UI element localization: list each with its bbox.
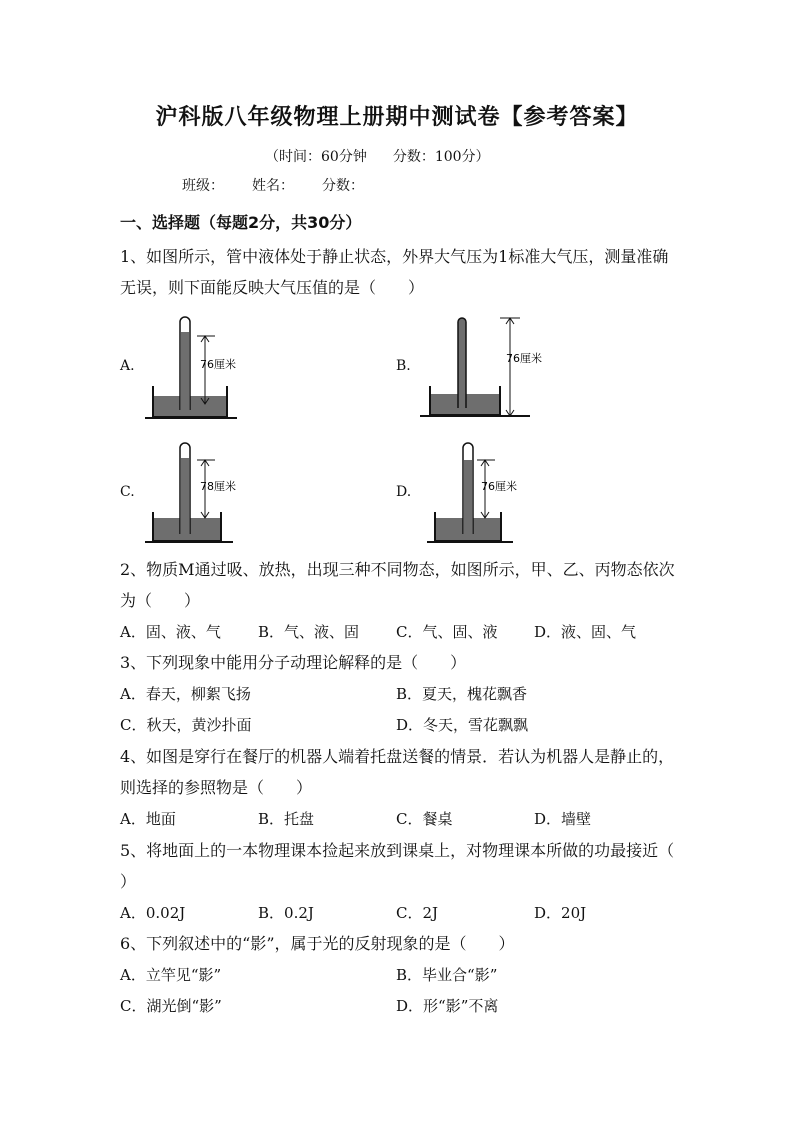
q3-option-d: D．冬天，雪花飘飘: [396, 716, 529, 734]
q4-option-b: B．托盘: [258, 810, 315, 828]
q5-option-a: A．0.02J: [120, 904, 186, 922]
q4-stem-line1: 4、如图是穿行在餐厅的机器人端着托盘送餐的情景．若认为机器人是静止的，: [120, 747, 675, 766]
q3-option-a: A．春天，柳絮飞扬: [120, 685, 251, 703]
tube-column: [181, 458, 189, 534]
total-score: 分数：100分）: [392, 149, 490, 165]
q2-stem-line2: 为（ ）: [120, 591, 201, 610]
q6-option-d: D．形“影”不离: [396, 997, 499, 1015]
q1-stem-line2: 无误，则下面能反映大气压值的是（ ）: [120, 278, 425, 297]
time-limit: （时间：60分钟: [265, 149, 367, 165]
q1-fig-d-label: D.: [396, 484, 412, 500]
q1-fig-c-label: C.: [120, 484, 135, 500]
score-field: 分数：: [322, 178, 364, 194]
q1-fig-c: [145, 438, 240, 548]
q2-option-d: D．液、固、气: [534, 623, 637, 641]
height-label: 76厘米: [200, 358, 236, 371]
q4-stem-line2: 则选择的参照物是（ ）: [120, 778, 313, 797]
q6-option-a: A．立竿见“影”: [120, 966, 222, 984]
q5-option-d: D．20J: [534, 904, 587, 922]
tube-column: [464, 460, 472, 534]
height-label: 76厘米: [481, 480, 517, 493]
name-field: 姓名：: [252, 178, 294, 194]
student-info: [182, 175, 392, 195]
q1-fig-a-label: A.: [120, 358, 135, 374]
q5-option-c: C．2J: [396, 904, 439, 922]
height-label: 78厘米: [200, 480, 236, 493]
tube-column: [181, 332, 189, 410]
q1-fig-b-label: B.: [396, 358, 411, 374]
q2-option-a: A．固、液、气: [120, 623, 221, 641]
q6-option-c: C．湖光倒“影”: [120, 997, 222, 1015]
q6-option-b: B．毕业合“影”: [396, 966, 498, 984]
q5-option-b: B．0.2J: [258, 904, 314, 922]
q2-option-b: B．气、液、固: [258, 623, 360, 641]
q3-option-b: B．夏天，槐花飘香: [396, 685, 528, 703]
q4-option-a: A．地面: [120, 810, 176, 828]
q1-fig-b: [420, 312, 540, 422]
q1-stem-line1: 1、如图所示，管中液体处于静止状态，外界大气压为1标准大气压，测量准确: [120, 247, 669, 266]
q4-option-c: C．餐桌: [396, 810, 453, 828]
q3-option-c: C．秋天，黄沙扑面: [120, 716, 252, 734]
q5-stem-line2: ）: [120, 872, 137, 891]
q5-stem-line1: 5、将地面上的一本物理课本捡起来放到课桌上，对物理课本所做的功最接近（: [120, 841, 675, 860]
q3-stem-line1: 3、下列现象中能用分子动理论解释的是（ ）: [120, 653, 467, 672]
q2-option-c: C．气、固、液: [396, 623, 498, 641]
class-field: 班级：: [182, 178, 224, 194]
q1-fig-d: [425, 438, 525, 548]
exam-meta: [265, 146, 516, 166]
tube: [458, 318, 466, 408]
q2-stem-line1: 2、物质M通过吸、放热，出现三种不同物态，如图所示，甲、乙、丙物态依次: [120, 560, 675, 579]
q6-stem-line1: 6、下列叙述中的“影”，属于光的反射现象的是（ ）: [120, 934, 515, 953]
page-title: 沪科版八年级物理上册期中测试卷【参考答案】: [155, 105, 639, 130]
q4-option-d: D．墙壁: [534, 810, 592, 828]
height-label: 76厘米: [506, 352, 542, 365]
q1-fig-a: [145, 312, 240, 422]
section-heading: 一、选择题（每题2分，共30分）: [120, 213, 362, 232]
